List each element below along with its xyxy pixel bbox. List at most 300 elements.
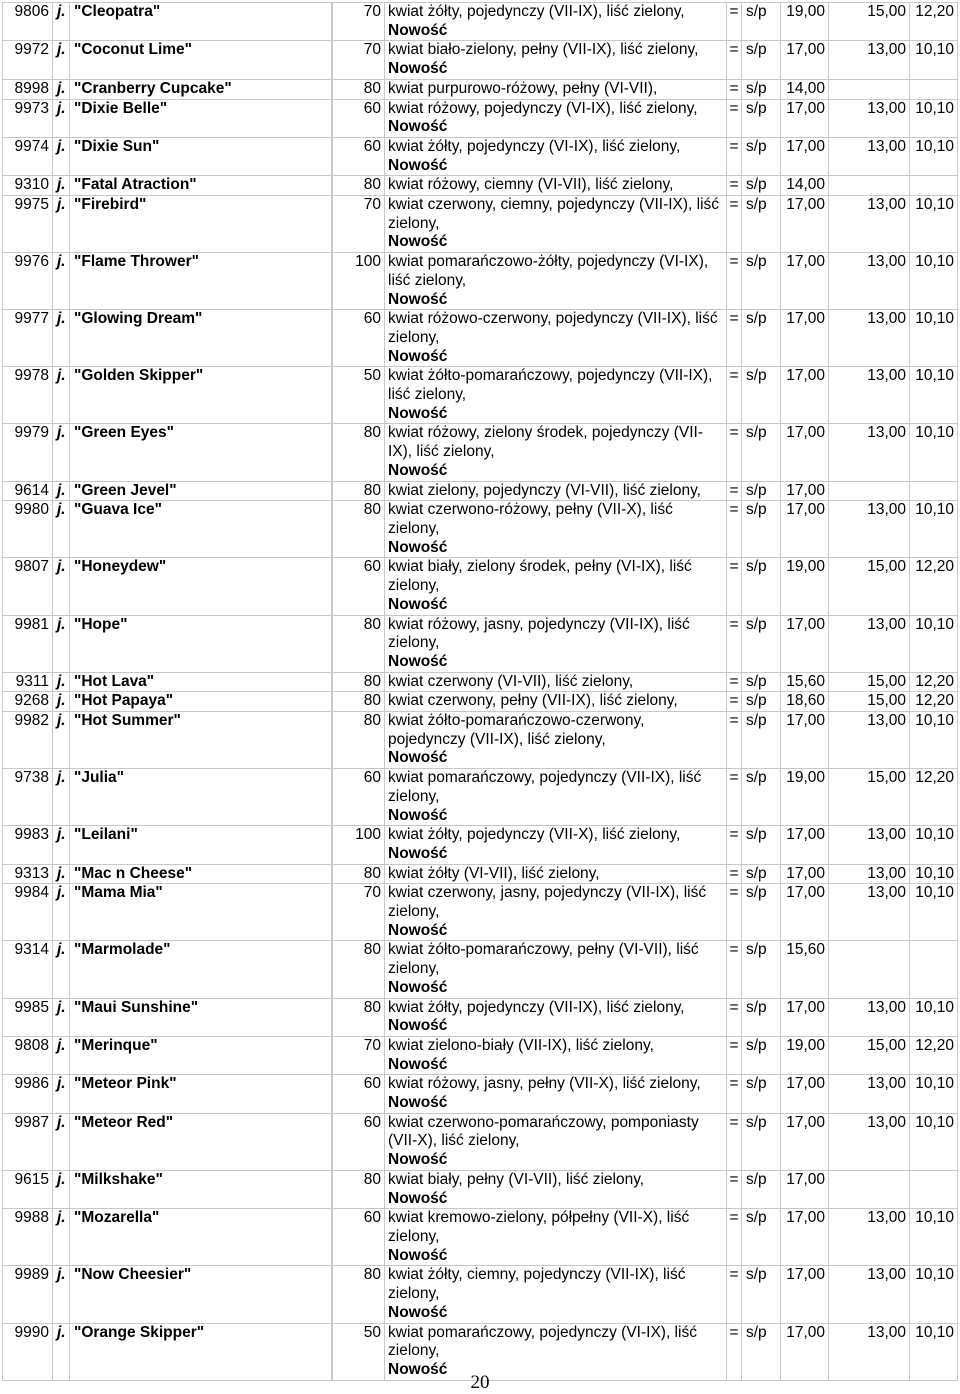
catalog-number: 9977 xyxy=(3,310,53,367)
price-2: 15,00 xyxy=(829,1036,910,1074)
price-2: 13,00 xyxy=(829,1075,910,1113)
table-row xyxy=(3,1075,958,1113)
price-3: 10,10 xyxy=(910,41,958,79)
table-row xyxy=(3,712,958,769)
price-1: 17,00 xyxy=(781,424,829,481)
price-1: 15,60 xyxy=(781,941,829,998)
price-3: 12,20 xyxy=(910,3,958,41)
genus-cell xyxy=(53,712,70,769)
price-3 xyxy=(910,79,958,99)
cultivar-name: "Hot Lava" xyxy=(70,672,332,692)
price-2: 13,00 xyxy=(829,1266,910,1323)
price-3: 10,10 xyxy=(910,864,958,884)
price-2: 13,00 xyxy=(829,1323,910,1380)
pot-label: s/p xyxy=(742,501,781,558)
description-cell xyxy=(385,615,727,672)
cultivar-name: "Guava Ice" xyxy=(70,501,332,558)
height-value: 80 xyxy=(333,176,385,196)
price-1: 14,00 xyxy=(781,176,829,196)
pot-label: s/p xyxy=(742,864,781,884)
genus-abbrev: j. xyxy=(57,1209,66,1227)
table-row xyxy=(3,99,958,137)
equals-sign: = xyxy=(727,1209,742,1266)
price-1: 17,00 xyxy=(781,1075,829,1113)
description-cell xyxy=(385,481,727,501)
table-row xyxy=(3,558,958,615)
pot-label: s/p xyxy=(742,176,781,196)
cultivar-name: "Firebird" xyxy=(70,196,332,253)
price-1: 17,00 xyxy=(781,826,829,864)
catalog-number: 9311 xyxy=(3,672,53,692)
novelty-label: Nowość xyxy=(388,1017,448,1035)
genus-abbrev: j. xyxy=(57,424,66,442)
pot-label: s/p xyxy=(742,1075,781,1113)
equals-sign: = xyxy=(727,1323,742,1380)
catalog-number: 9973 xyxy=(3,99,53,137)
price-2: 15,00 xyxy=(829,692,910,712)
cultivar-name: "Mozarella" xyxy=(70,1209,332,1266)
table-row xyxy=(3,941,958,998)
description-cell xyxy=(385,99,727,137)
cultivar-name: "Merinque" xyxy=(70,1036,332,1074)
price-2 xyxy=(829,941,910,998)
catalog-number: 9313 xyxy=(3,864,53,884)
price-2: 13,00 xyxy=(829,1113,910,1170)
cultivar-name: "Honeydew" xyxy=(70,558,332,615)
pot-label: s/p xyxy=(742,1113,781,1170)
price-2: 13,00 xyxy=(829,826,910,864)
height-value: 70 xyxy=(333,41,385,79)
description-text: kwiat kremowo-zielony, półpełny (VII-X), liść zielony, xyxy=(388,1209,690,1245)
catalog-number: 8998 xyxy=(3,79,53,99)
description-cell xyxy=(385,1209,727,1266)
description-text: kwiat biały, zielony środek, pełny (VI-IX), liść zielony, xyxy=(388,558,692,595)
height-value: 80 xyxy=(333,501,385,558)
description-text: kwiat różowy, zielony środek, pojedynczy (VII-IX), liść zielony, xyxy=(388,424,703,461)
genus-cell xyxy=(53,79,70,99)
catalog-number: 9808 xyxy=(3,1036,53,1074)
height-value: 80 xyxy=(333,998,385,1036)
table-row xyxy=(3,1036,958,1074)
height-value: 60 xyxy=(333,1075,385,1113)
price-3: 10,10 xyxy=(910,99,958,137)
price-3: 10,10 xyxy=(910,424,958,481)
table-row xyxy=(3,3,958,41)
height-value: 80 xyxy=(333,941,385,998)
price-3: 10,10 xyxy=(910,310,958,367)
table-row xyxy=(3,41,958,79)
description-cell xyxy=(385,424,727,481)
genus-cell xyxy=(53,481,70,501)
price-1: 14,00 xyxy=(781,79,829,99)
plant-catalog-table xyxy=(2,2,958,1381)
price-2: 13,00 xyxy=(829,41,910,79)
catalog-number: 9980 xyxy=(3,501,53,558)
price-3: 10,10 xyxy=(910,196,958,253)
price-1: 17,00 xyxy=(781,998,829,1036)
pot-label: s/p xyxy=(742,1323,781,1380)
cultivar-name: "Dixie Sun" xyxy=(70,137,332,175)
equals-sign: = xyxy=(727,1036,742,1074)
description-cell xyxy=(385,1075,727,1113)
price-3: 10,10 xyxy=(910,1075,958,1113)
price-2: 15,00 xyxy=(829,558,910,615)
equals-sign: = xyxy=(727,558,742,615)
novelty-label: Nowość xyxy=(388,921,448,939)
description-cell xyxy=(385,41,727,79)
price-3: 10,10 xyxy=(910,615,958,672)
genus-abbrev: j. xyxy=(57,998,66,1016)
description-cell xyxy=(385,692,727,712)
genus-cell xyxy=(53,998,70,1036)
price-1: 17,00 xyxy=(781,253,829,310)
genus-cell xyxy=(53,615,70,672)
height-value: 80 xyxy=(333,615,385,672)
genus-abbrev: j. xyxy=(57,1323,66,1341)
novelty-label: Nowość xyxy=(388,290,448,308)
genus-cell xyxy=(53,864,70,884)
genus-abbrev: j. xyxy=(57,196,66,214)
genus-cell xyxy=(53,1170,70,1208)
height-value: 100 xyxy=(333,253,385,310)
genus-abbrev: j. xyxy=(57,941,66,959)
novelty-label: Nowość xyxy=(388,844,448,862)
height-value: 60 xyxy=(333,99,385,137)
pot-label: s/p xyxy=(742,692,781,712)
price-2: 13,00 xyxy=(829,1209,910,1266)
catalog-number: 9986 xyxy=(3,1075,53,1113)
price-3: 10,10 xyxy=(910,253,958,310)
price-1: 17,00 xyxy=(781,501,829,558)
genus-cell xyxy=(53,1075,70,1113)
pot-label: s/p xyxy=(742,310,781,367)
price-2: 15,00 xyxy=(829,769,910,826)
price-1: 17,00 xyxy=(781,884,829,941)
novelty-label: Nowość xyxy=(388,156,448,174)
equals-sign: = xyxy=(727,79,742,99)
description-text: kwiat żółto-pomarańczowo-czerwony, pojedynczy (VII-IX), liść zielony, xyxy=(388,712,645,748)
novelty-label: Nowość xyxy=(388,538,448,556)
height-value: 70 xyxy=(333,1036,385,1074)
price-1: 17,00 xyxy=(781,1113,829,1170)
height-value: 50 xyxy=(333,1323,385,1380)
cultivar-name: "Now Cheesier" xyxy=(70,1266,332,1323)
description-text: kwiat żółto-pomarańczowy, pełny (VI-VII), liść zielony, xyxy=(388,941,699,978)
genus-abbrev: j. xyxy=(57,1075,66,1093)
cultivar-name: "Cleopatra" xyxy=(70,3,332,41)
genus-cell xyxy=(53,176,70,196)
novelty-label: Nowość xyxy=(388,1151,448,1169)
price-3: 12,20 xyxy=(910,558,958,615)
price-1: 17,00 xyxy=(781,310,829,367)
table-row xyxy=(3,176,958,196)
catalog-number: 9983 xyxy=(3,826,53,864)
equals-sign: = xyxy=(727,712,742,769)
equals-sign: = xyxy=(727,137,742,175)
genus-cell xyxy=(53,196,70,253)
genus-abbrev: j. xyxy=(57,615,66,633)
equals-sign: = xyxy=(727,615,742,672)
equals-sign: = xyxy=(727,424,742,481)
price-2: 13,00 xyxy=(829,864,910,884)
cultivar-name: "Orange Skipper" xyxy=(70,1323,332,1380)
height-value: 60 xyxy=(333,310,385,367)
equals-sign: = xyxy=(727,769,742,826)
genus-abbrev: j. xyxy=(57,176,66,194)
description-text: kwiat pomarańczowy, pojedynczy (VII-IX), liść zielony, xyxy=(388,769,702,805)
price-3 xyxy=(910,1170,958,1208)
description-cell xyxy=(385,3,727,41)
cultivar-name: "Dixie Belle" xyxy=(70,99,332,137)
novelty-label: Nowość xyxy=(388,118,448,136)
price-3: 10,10 xyxy=(910,367,958,424)
description-cell xyxy=(385,864,727,884)
height-value: 50 xyxy=(333,367,385,424)
price-1: 17,00 xyxy=(781,615,829,672)
catalog-number: 9738 xyxy=(3,769,53,826)
cultivar-name: "Meteor Pink" xyxy=(70,1075,332,1113)
price-2: 13,00 xyxy=(829,424,910,481)
pot-label: s/p xyxy=(742,998,781,1036)
price-3: 12,20 xyxy=(910,769,958,826)
price-1: 17,00 xyxy=(781,41,829,79)
table-row xyxy=(3,615,958,672)
price-3: 10,10 xyxy=(910,1323,958,1380)
equals-sign: = xyxy=(727,941,742,998)
height-value: 60 xyxy=(333,137,385,175)
price-1: 17,00 xyxy=(781,367,829,424)
price-3 xyxy=(910,176,958,196)
genus-abbrev: j. xyxy=(57,769,66,787)
genus-cell xyxy=(53,137,70,175)
equals-sign: = xyxy=(727,1170,742,1208)
genus-abbrev: j. xyxy=(57,41,66,59)
genus-abbrev: j. xyxy=(57,1266,66,1284)
cultivar-name: "Fatal Atraction" xyxy=(70,176,332,196)
price-2 xyxy=(829,176,910,196)
price-3 xyxy=(910,941,958,998)
cultivar-name: "Hot Summer" xyxy=(70,712,332,769)
genus-abbrev: j. xyxy=(57,1170,66,1188)
catalog-number: 9981 xyxy=(3,615,53,672)
equals-sign: = xyxy=(727,501,742,558)
description-text: kwiat czerwono-pomarańczowy, pomponiasty (VII-X), liść zielony, xyxy=(388,1113,699,1150)
height-value: 100 xyxy=(333,826,385,864)
pot-label: s/p xyxy=(742,941,781,998)
price-2 xyxy=(829,79,910,99)
description-text: kwiat pomarańczowy, pojedynczy (VI-IX), liść zielony, xyxy=(388,1323,697,1360)
price-1: 19,00 xyxy=(781,769,829,826)
price-1: 17,00 xyxy=(781,137,829,175)
price-1: 19,00 xyxy=(781,1036,829,1074)
genus-cell xyxy=(53,1113,70,1170)
genus-abbrev: j. xyxy=(57,864,66,882)
height-value: 80 xyxy=(333,1170,385,1208)
description-cell xyxy=(385,367,727,424)
cultivar-name: "Hope" xyxy=(70,615,332,672)
genus-cell xyxy=(53,884,70,941)
table-row xyxy=(3,692,958,712)
genus-cell xyxy=(53,1266,70,1323)
height-value: 70 xyxy=(333,884,385,941)
equals-sign: = xyxy=(727,826,742,864)
height-value: 80 xyxy=(333,481,385,501)
price-1: 17,00 xyxy=(781,712,829,769)
price-1: 17,00 xyxy=(781,196,829,253)
genus-abbrev: j. xyxy=(57,137,66,155)
cultivar-name: "Flame Thrower" xyxy=(70,253,332,310)
genus-abbrev: j. xyxy=(57,1113,66,1131)
genus-cell xyxy=(53,692,70,712)
price-3: 10,10 xyxy=(910,884,958,941)
equals-sign: = xyxy=(727,310,742,367)
pot-label: s/p xyxy=(742,481,781,501)
pot-label: s/p xyxy=(742,1209,781,1266)
equals-sign: = xyxy=(727,196,742,253)
description-text: kwiat różowy, jasny, pełny (VII-X), liść zielony, xyxy=(388,1075,701,1093)
description-cell xyxy=(385,310,727,367)
catalog-number: 9615 xyxy=(3,1170,53,1208)
catalog-number: 9614 xyxy=(3,481,53,501)
price-1: 17,00 xyxy=(781,1170,829,1208)
pot-label: s/p xyxy=(742,79,781,99)
price-2: 13,00 xyxy=(829,998,910,1036)
table-row xyxy=(3,1209,958,1266)
price-3: 10,10 xyxy=(910,712,958,769)
price-3: 10,10 xyxy=(910,1209,958,1266)
equals-sign: = xyxy=(727,367,742,424)
catalog-number: 9985 xyxy=(3,998,53,1036)
genus-cell xyxy=(53,1209,70,1266)
description-text: kwiat biały, pełny (VI-VII), liść zielony, xyxy=(388,1170,645,1188)
novelty-label: Nowość xyxy=(388,652,448,670)
table-row xyxy=(3,769,958,826)
price-3: 10,10 xyxy=(910,998,958,1036)
genus-abbrev: j. xyxy=(57,692,66,710)
cultivar-name: "Marmolade" xyxy=(70,941,332,998)
genus-cell xyxy=(53,826,70,864)
equals-sign: = xyxy=(727,1075,742,1113)
genus-cell xyxy=(53,367,70,424)
genus-cell xyxy=(53,672,70,692)
table-row xyxy=(3,1266,958,1323)
description-text: kwiat żółty, pojedynczy (VII-IX), liść zielony, xyxy=(388,998,685,1016)
equals-sign: = xyxy=(727,864,742,884)
height-value: 60 xyxy=(333,769,385,826)
table-row xyxy=(3,672,958,692)
description-cell xyxy=(385,769,727,826)
genus-cell xyxy=(53,424,70,481)
cultivar-name: "Cranberry Cupcake" xyxy=(70,79,332,99)
table-row xyxy=(3,137,958,175)
catalog-number: 9314 xyxy=(3,941,53,998)
genus-abbrev: j. xyxy=(57,79,66,97)
price-1: 19,00 xyxy=(781,558,829,615)
price-2: 13,00 xyxy=(829,196,910,253)
description-cell xyxy=(385,884,727,941)
catalog-number: 9990 xyxy=(3,1323,53,1380)
genus-cell xyxy=(53,253,70,310)
height-value: 60 xyxy=(333,1113,385,1170)
novelty-label: Nowość xyxy=(388,347,448,365)
novelty-label: Nowość xyxy=(388,21,448,39)
catalog-number: 9976 xyxy=(3,253,53,310)
price-3: 10,10 xyxy=(910,501,958,558)
cultivar-name: "Coconut Lime" xyxy=(70,41,332,79)
height-value: 60 xyxy=(333,558,385,615)
price-1: 17,00 xyxy=(781,1323,829,1380)
catalog-number: 9807 xyxy=(3,558,53,615)
description-cell xyxy=(385,79,727,99)
table-row xyxy=(3,79,958,99)
height-value: 60 xyxy=(333,1209,385,1266)
table-row xyxy=(3,1113,958,1170)
description-cell xyxy=(385,1113,727,1170)
catalog-number: 9978 xyxy=(3,367,53,424)
novelty-label: Nowość xyxy=(388,461,448,479)
table-row xyxy=(3,998,958,1036)
price-3: 10,10 xyxy=(910,137,958,175)
pot-label: s/p xyxy=(742,367,781,424)
height-value: 70 xyxy=(333,3,385,41)
price-3 xyxy=(910,481,958,501)
genus-cell xyxy=(53,99,70,137)
pot-label: s/p xyxy=(742,424,781,481)
pot-label: s/p xyxy=(742,769,781,826)
cultivar-name: "Golden Skipper" xyxy=(70,367,332,424)
price-2: 15,00 xyxy=(829,672,910,692)
novelty-label: Nowość xyxy=(388,749,448,767)
cultivar-name: "Green Jevel" xyxy=(70,481,332,501)
height-value: 80 xyxy=(333,864,385,884)
description-text: kwiat purpurowo-różowy, pełny (VI-VII), xyxy=(388,79,658,97)
catalog-number: 9268 xyxy=(3,692,53,712)
novelty-label: Nowość xyxy=(388,1055,448,1073)
table-row xyxy=(3,424,958,481)
price-2: 13,00 xyxy=(829,501,910,558)
pot-label: s/p xyxy=(742,196,781,253)
description-text: kwiat czerwono-różowy, pełny (VII-X), liść zielony, xyxy=(388,501,673,537)
description-text: kwiat różowy, ciemny (VI-VII), liść zielony, xyxy=(388,176,674,194)
catalog-number: 9806 xyxy=(3,3,53,41)
catalog-number: 9974 xyxy=(3,137,53,175)
height-value: 80 xyxy=(333,1266,385,1323)
table-row xyxy=(3,1170,958,1208)
description-cell xyxy=(385,137,727,175)
genus-cell xyxy=(53,501,70,558)
table-row xyxy=(3,501,958,558)
catalog-number: 9984 xyxy=(3,884,53,941)
description-cell xyxy=(385,712,727,769)
novelty-label: Nowość xyxy=(388,60,448,78)
cultivar-name: "Mac n Cheese" xyxy=(70,864,332,884)
description-text: kwiat czerwony, jasny, pojedynczy (VII-IX), liść zielony, xyxy=(388,884,707,921)
equals-sign: = xyxy=(727,481,742,501)
cultivar-name: "Milkshake" xyxy=(70,1170,332,1208)
genus-abbrev: j. xyxy=(57,253,66,271)
equals-sign: = xyxy=(727,672,742,692)
height-value: 80 xyxy=(333,79,385,99)
description-cell xyxy=(385,1266,727,1323)
cultivar-name: "Hot Papaya" xyxy=(70,692,332,712)
pot-label: s/p xyxy=(742,826,781,864)
cultivar-name: "Maui Sunshine" xyxy=(70,998,332,1036)
genus-cell xyxy=(53,310,70,367)
price-2 xyxy=(829,1170,910,1208)
description-text: kwiat zielono-biały (VII-IX), liść zielony, xyxy=(388,1036,654,1054)
genus-abbrev: j. xyxy=(57,672,66,690)
price-3: 10,10 xyxy=(910,1113,958,1170)
